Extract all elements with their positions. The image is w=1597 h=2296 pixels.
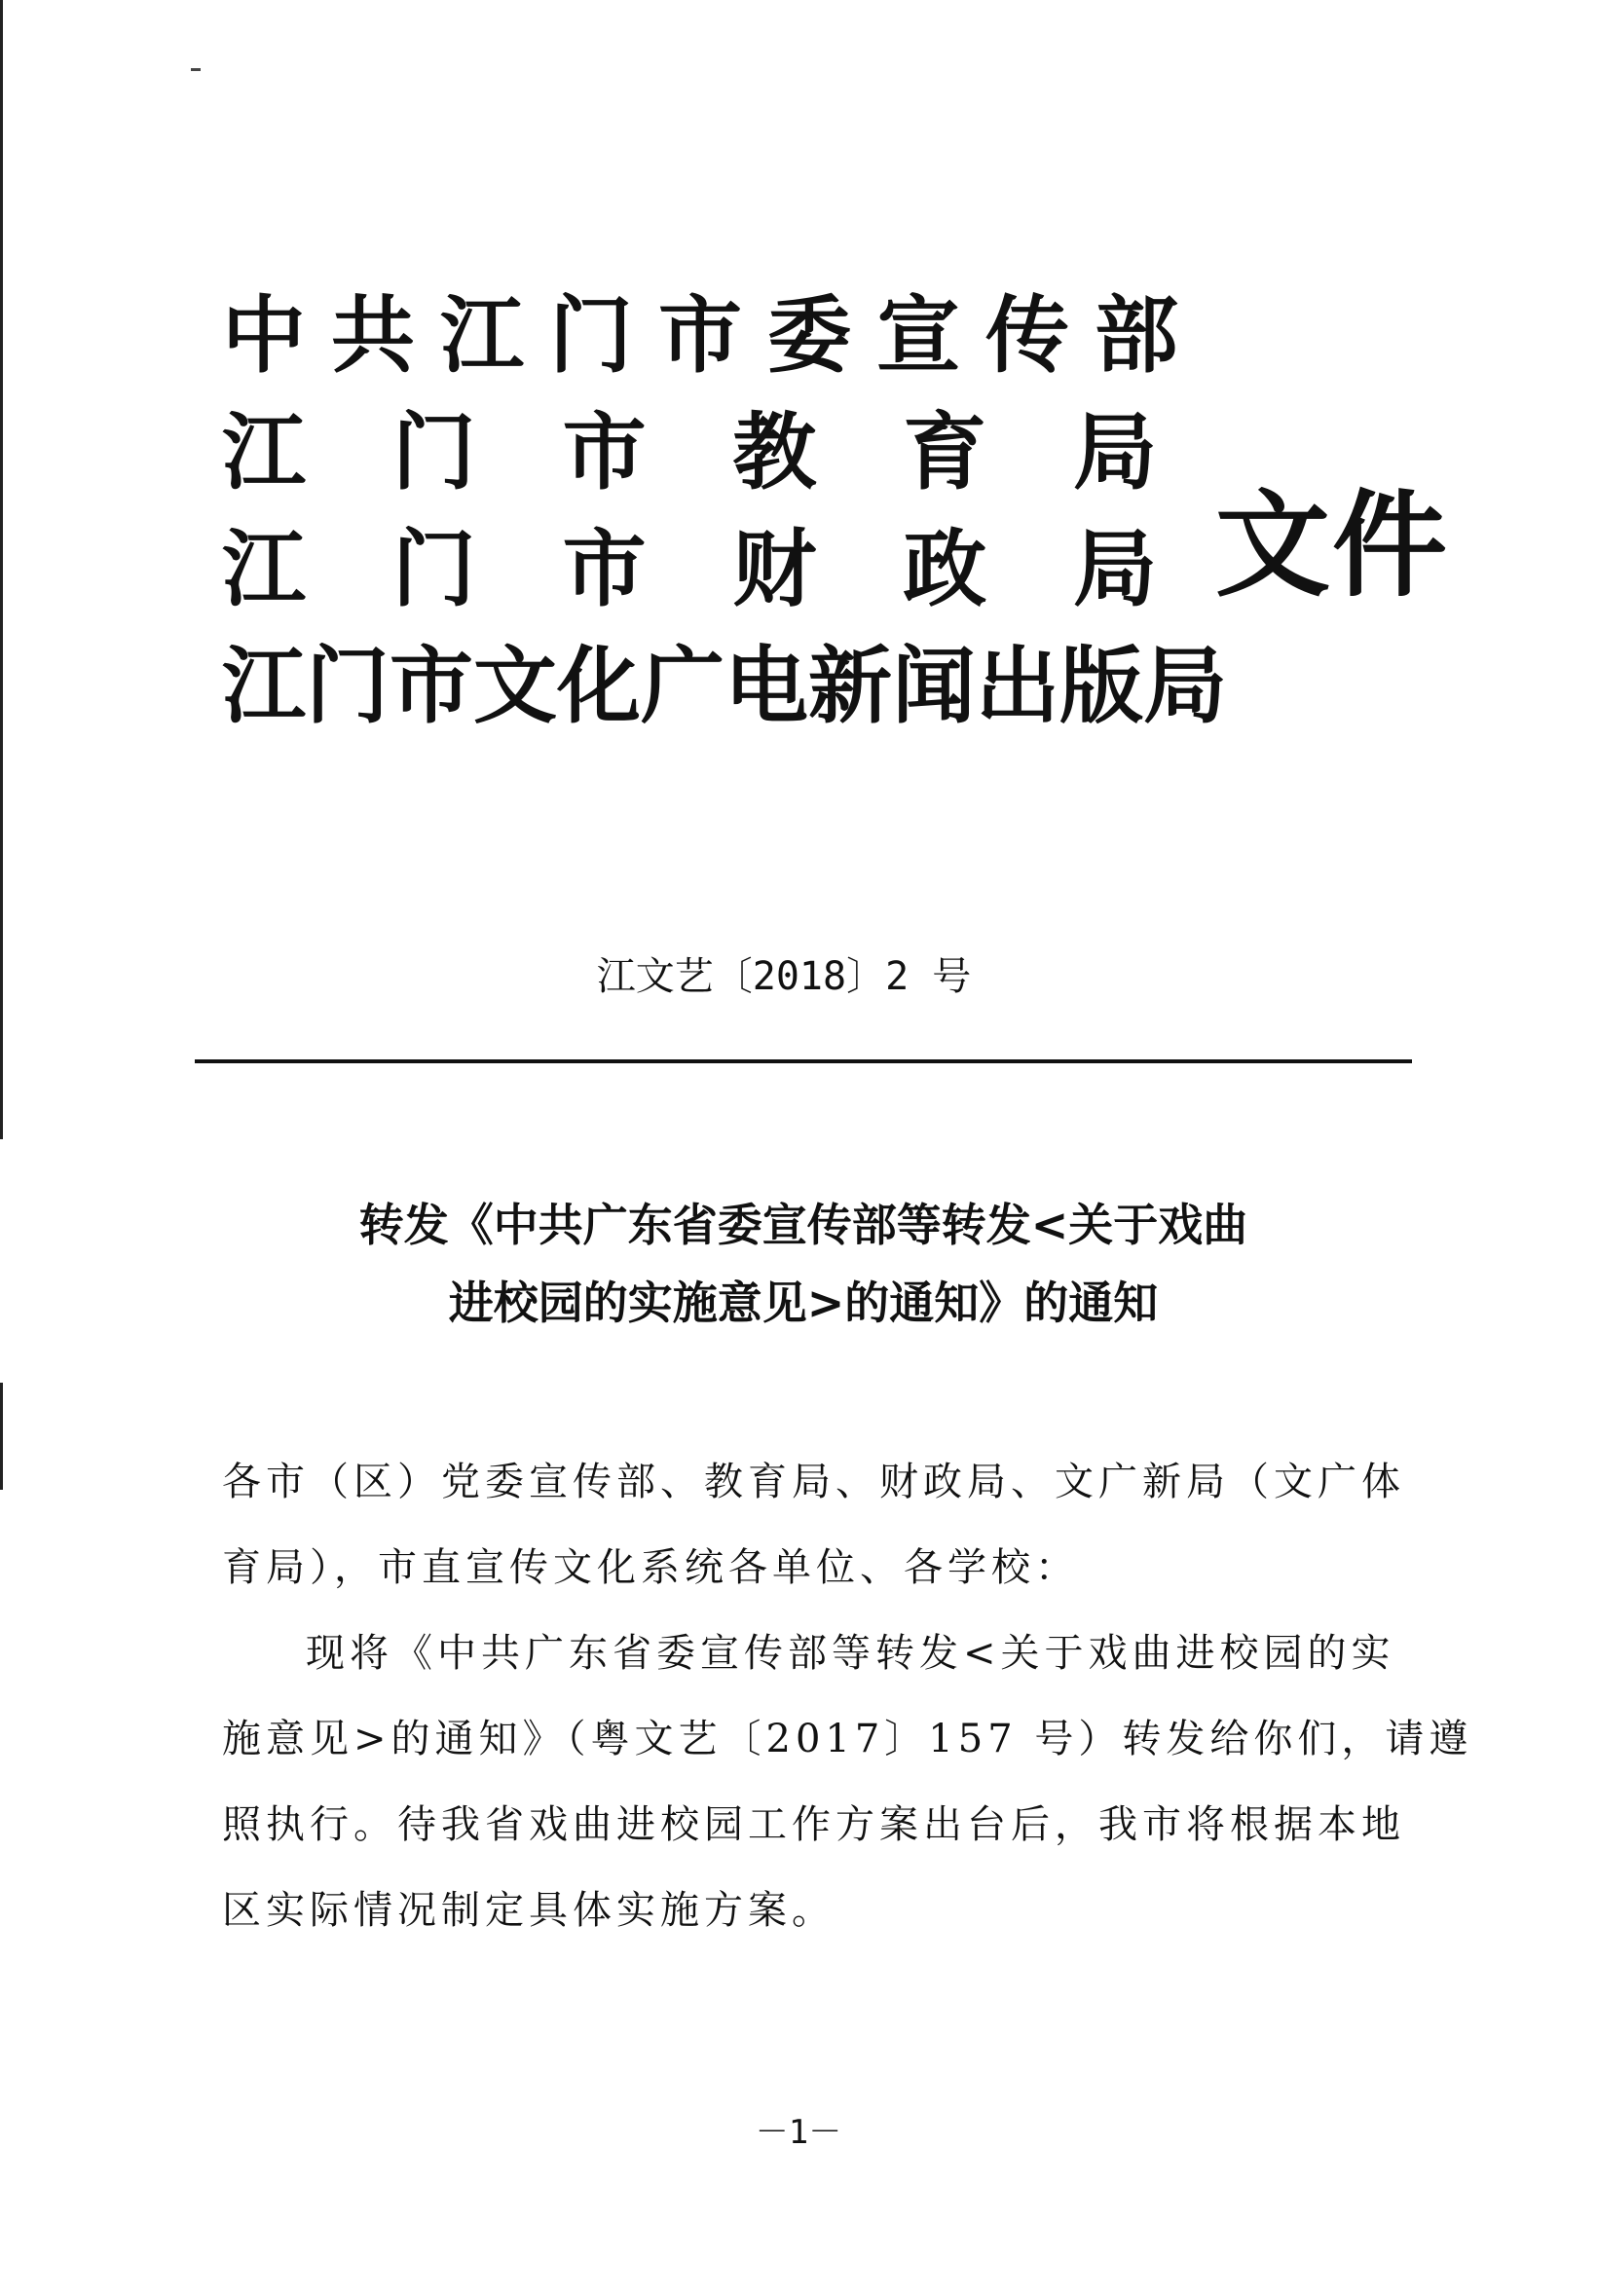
issuer-line-4: 江门市文化广电新闻出版局 — [222, 638, 1227, 735]
addressee-line-2: 育局），市直宣传文化系统各单位、各学校： — [222, 1545, 1079, 1590]
scan-speck — [191, 68, 201, 71]
document-body — [222, 1439, 1473, 1953]
issuer-char: 江 — [222, 521, 306, 618]
paragraph-line-1: 现将《中共广东省委宣传部等转发<关于戏曲进校园的实 — [306, 1631, 1395, 1676]
issuer-char: 门 — [391, 404, 476, 501]
issuer-char: 政 — [903, 521, 987, 618]
issuer-char: 局 — [1072, 521, 1157, 618]
issuer-block — [222, 287, 1227, 759]
page-number: －1－ — [755, 2113, 842, 2152]
document-type-label: 文件 — [1215, 478, 1450, 612]
title-line-1: 转发《中共广东省委宣传部等转发<关于戏曲 — [358, 1199, 1248, 1251]
header-divider — [195, 1059, 1412, 1063]
paragraph-line-4: 区实际情况制定具体实施方案。 — [222, 1888, 836, 1933]
paragraph-line-3: 照执行。待我省戏曲进校园工作方案出台后，我市将根据本地 — [222, 1802, 1405, 1847]
issuer-line-3 — [222, 521, 1157, 618]
issuer-line-1: 中共江门市委宣传部 — [222, 287, 1204, 385]
issuer-char: 门 — [391, 521, 476, 618]
issuer-char: 市 — [562, 404, 647, 501]
document-number: 江文艺〔2018〕2 号 — [596, 954, 972, 999]
title-line-2: 进校园的实施意见>的通知》的通知 — [448, 1277, 1159, 1329]
issuer-line-2 — [222, 404, 1157, 501]
paragraph-line-2: 施意见>的通知》（粤文艺〔2017〕157 号）转发给你们，请遵 — [222, 1717, 1473, 1761]
addressee-line-1: 各市（区）党委宣传部、教育局、财政局、文广新局（文广体 — [222, 1460, 1405, 1504]
issuer-char: 育 — [903, 404, 987, 501]
scan-edge-mark — [0, 1383, 3, 1490]
issuer-char: 财 — [732, 521, 817, 618]
issuer-char: 局 — [1072, 404, 1157, 501]
issuer-char: 江 — [222, 404, 306, 501]
issuer-char: 市 — [562, 521, 647, 618]
document-title — [195, 1186, 1412, 1342]
issuer-char: 教 — [732, 404, 817, 501]
